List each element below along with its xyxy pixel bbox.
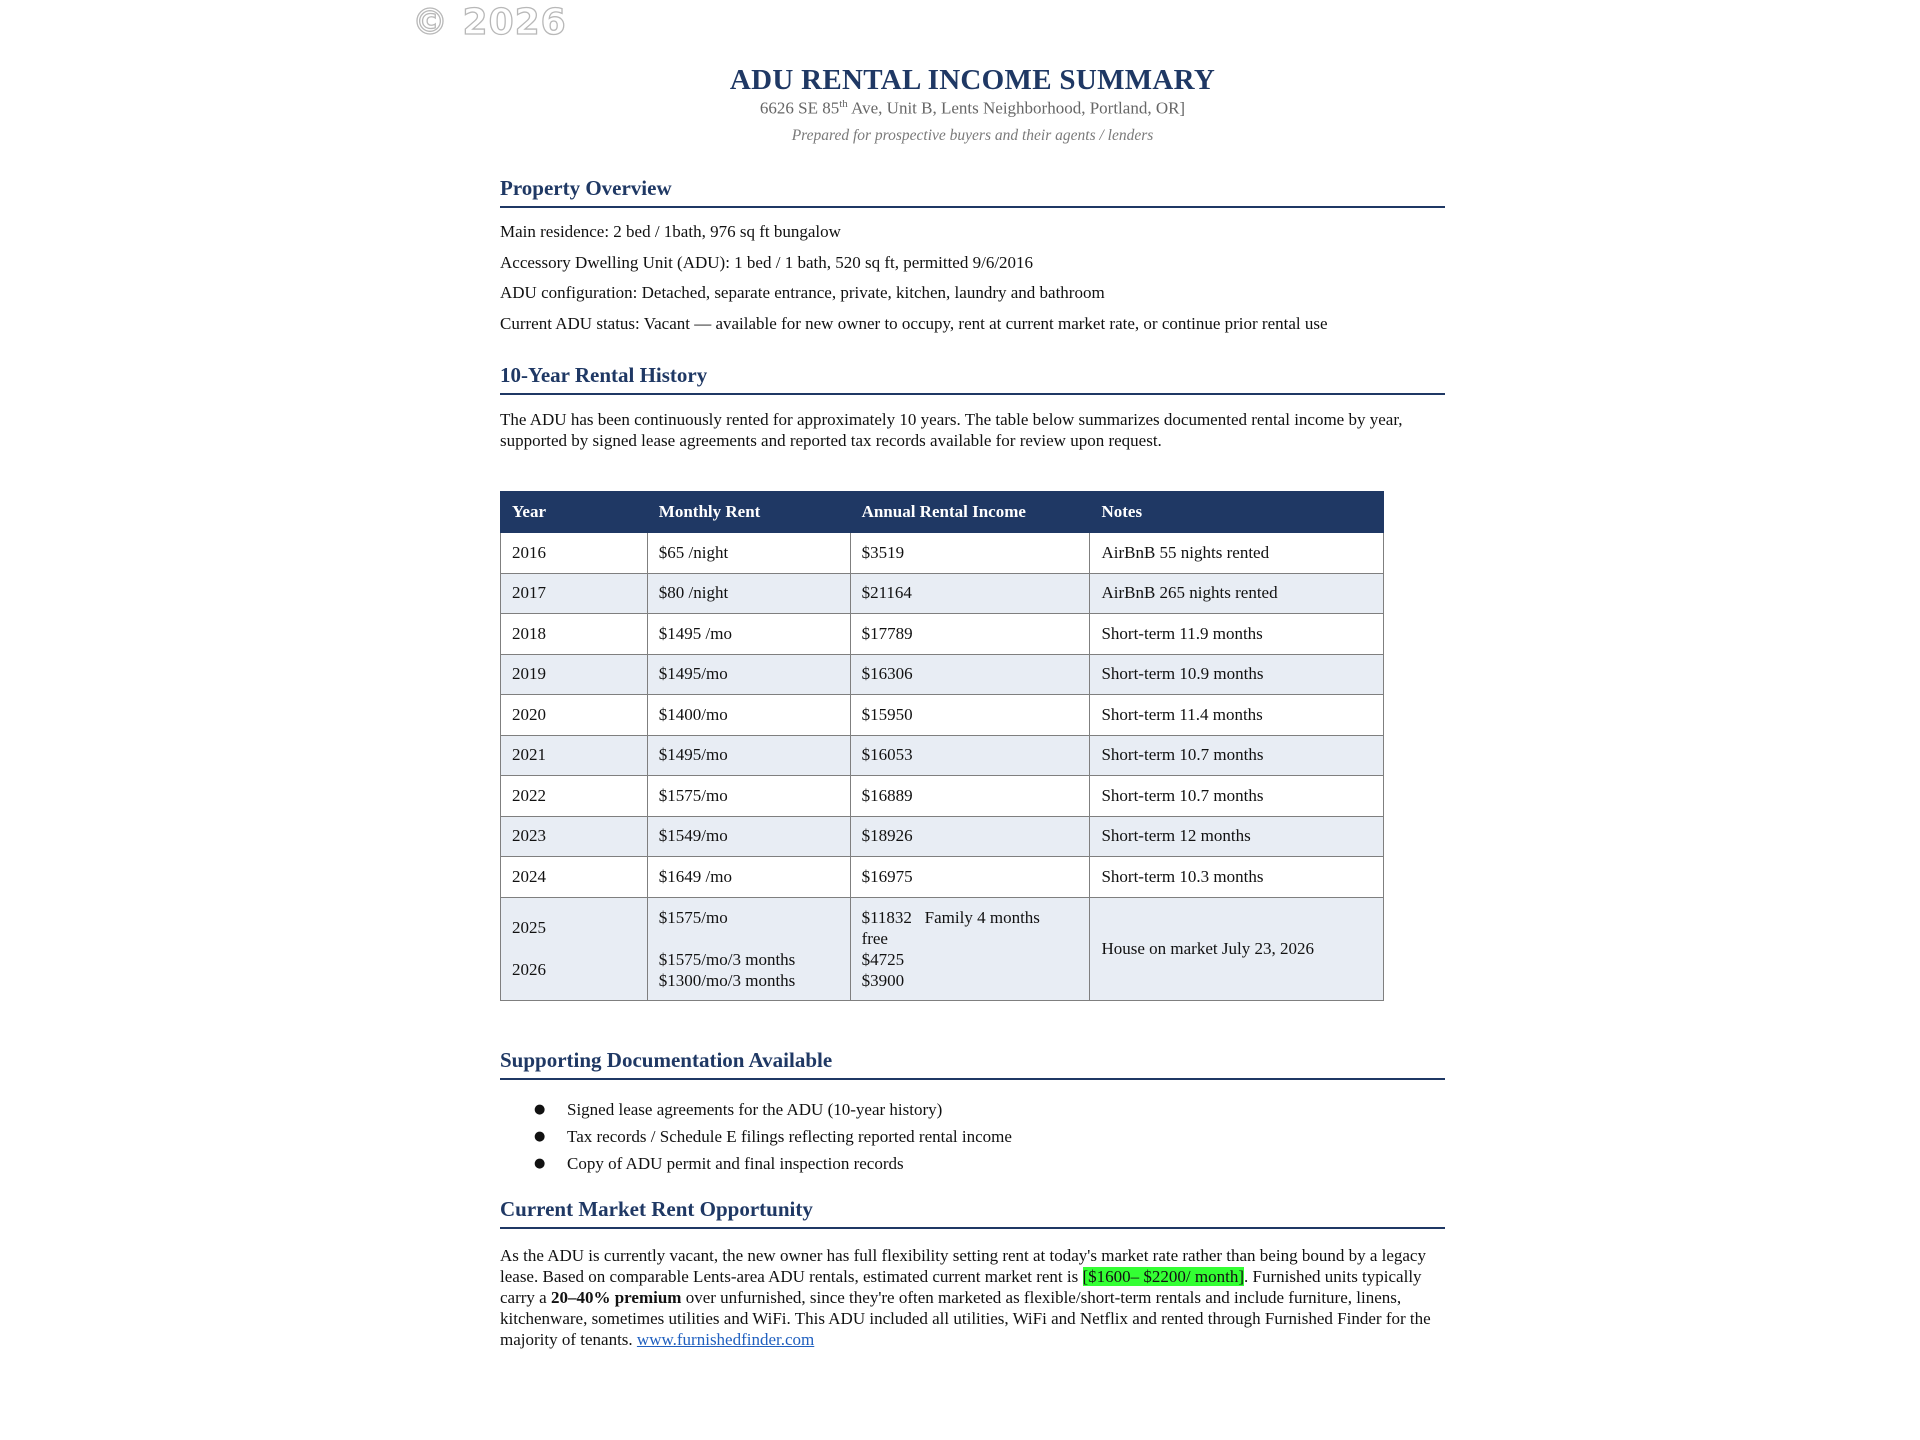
annual-income-cell: $18926 bbox=[850, 816, 1090, 857]
bullet-icon: ● bbox=[534, 1102, 546, 1117]
table-row bbox=[501, 573, 1384, 614]
monthly-rent-cell: $1400/mo bbox=[647, 695, 850, 736]
table-row bbox=[501, 857, 1384, 898]
year-cell: 2021 bbox=[501, 735, 648, 776]
table-row bbox=[501, 776, 1384, 817]
table-row bbox=[501, 735, 1384, 776]
notes-cell: House on market July 23, 2026 bbox=[1090, 897, 1384, 1000]
supporting-docs-heading: Supporting Documentation Available bbox=[500, 1048, 1445, 1080]
table-row bbox=[501, 533, 1384, 574]
market-rent-estimate: [$1600– $2200/ month] bbox=[1082, 1267, 1244, 1286]
rental-history-table bbox=[500, 491, 1384, 1001]
list-item: ● Signed lease agreements for the ADU (10-year history) bbox=[500, 1096, 1012, 1123]
year-2025: 2025 bbox=[512, 918, 546, 937]
year-cell: 2017 bbox=[501, 573, 648, 614]
property-address: 6626 SE 85th Ave, Unit B, Lents Neighborhood, Portland, OR] bbox=[759, 98, 1186, 118]
year-cell: 2016 bbox=[501, 533, 648, 574]
furnished-premium: 20–40% premium bbox=[550, 1288, 682, 1307]
notes-cell: Short-term 10.7 months bbox=[1090, 735, 1384, 776]
monthly-rent-cell: $1575/mo bbox=[647, 776, 850, 817]
annual-income-cell: $16306 bbox=[850, 654, 1090, 695]
bullet-icon: ● bbox=[534, 1129, 546, 1144]
annual-income-cell: $17789 bbox=[850, 614, 1090, 655]
table-row bbox=[501, 614, 1384, 655]
table-row bbox=[501, 654, 1384, 695]
monthly-rent-cell: $65 /night bbox=[647, 533, 850, 574]
market-rent-paragraph: As the ADU is currently vacant, the new owner has full flexibility setting rent at today's market rate rather than being bound by a legacy lease. Based on comparable Lents-area ADU rentals, estimated current market rent is [$1600– $2200/ month]. Furnished units typically carry a 20–40% premium over unfurnished, since they're often marketed as flexible/short-term rentals and include furniture, linens, kitchenware, sometimes utilities and WiFi. This ADU included all utilities, WiFi and Netflix and rented through Furnished Finder for the majority of tenants. www.furnishedfinder.com bbox=[500, 1246, 1431, 1349]
annual-income-cell: $16975 bbox=[850, 857, 1090, 898]
monthly-rent-cell: $1549/mo bbox=[647, 816, 850, 857]
table-row bbox=[501, 897, 1384, 1000]
column-header-notes: Notes bbox=[1090, 492, 1384, 533]
annual-income-cell: $16053 bbox=[850, 735, 1090, 776]
overview-line-adu: Accessory Dwelling Unit (ADU): 1 bed / 1 bath, 520 sq ft, permitted 9/6/2016 bbox=[500, 253, 1034, 272]
column-header-annual-income: Annual Rental Income bbox=[850, 492, 1090, 533]
year-cell: 2019 bbox=[501, 654, 648, 695]
notes-cell: Short-term 12 months bbox=[1090, 816, 1384, 857]
year-cell: 2024 bbox=[501, 857, 648, 898]
copyright-watermark: © 2026 bbox=[412, 2, 567, 43]
monthly-rent-cell: $1575/mo $1575/mo/3 months $1300/mo/3 months bbox=[647, 897, 850, 1000]
monthly-rent-cell: $80 /night bbox=[647, 573, 850, 614]
prepared-for-note: Prepared for prospective buyers and their agents / lenders bbox=[791, 127, 1154, 144]
overview-line-main-residence: Main residence: 2 bed / 1bath, 976 sq ft bungalow bbox=[500, 222, 841, 241]
monthly-rent-cell: $1495/mo bbox=[647, 654, 850, 695]
annual-income-cell: $11832 Family 4 months free $4725 $3900 bbox=[850, 897, 1090, 1000]
notes-cell: Short-term 10.7 months bbox=[1090, 776, 1384, 817]
annual-income-cell: $15950 bbox=[850, 695, 1090, 736]
notes-cell: Short-term 10.3 months bbox=[1090, 857, 1384, 898]
bullet-icon: ● bbox=[534, 1156, 546, 1171]
rental-history-intro: The ADU has been continuously rented for approximately 10 years. The table below summarizes documented rental income by year, supported by signed lease agreements and reported tax records available for review upon request. bbox=[500, 410, 1403, 450]
table-row bbox=[501, 695, 1384, 736]
supporting-docs-list bbox=[500, 1096, 1012, 1177]
market-rent-heading: Current Market Rent Opportunity bbox=[500, 1197, 1445, 1229]
notes-cell: Short-term 11.4 months bbox=[1090, 695, 1384, 736]
notes-cell: Short-term 11.9 months bbox=[1090, 614, 1384, 655]
furnishedfinder-link[interactable]: www.furnishedfinder.com bbox=[636, 1330, 815, 1349]
monthly-rent-cell: $1649 /mo bbox=[647, 857, 850, 898]
year-cell: 2020 bbox=[501, 695, 648, 736]
monthly-rent-cell: $1495 /mo bbox=[647, 614, 850, 655]
year-cell: 2018 bbox=[501, 614, 648, 655]
annual-income-cell: $16889 bbox=[850, 776, 1090, 817]
year-cell: 2022 bbox=[501, 776, 648, 817]
list-item: ● Copy of ADU permit and final inspection records bbox=[500, 1150, 1012, 1177]
overview-line-configuration: ADU configuration: Detached, separate entrance, private, kitchen, laundry and bathroom bbox=[500, 283, 1105, 302]
table-header-row bbox=[501, 492, 1384, 533]
year-2026: 2026 bbox=[512, 960, 546, 979]
column-header-monthly-rent: Monthly Rent bbox=[647, 492, 850, 533]
monthly-rent-cell: $1495/mo bbox=[647, 735, 850, 776]
table-row bbox=[501, 816, 1384, 857]
notes-cell: AirBnB 55 nights rented bbox=[1090, 533, 1384, 574]
overview-line-status: Current ADU status: Vacant — available for new owner to occupy, rent at current market rate, or continue prior rental use bbox=[500, 314, 1328, 333]
notes-cell: Short-term 10.9 months bbox=[1090, 654, 1384, 695]
property-overview-heading: Property Overview bbox=[500, 176, 1445, 208]
rental-history-heading: 10-Year Rental History bbox=[500, 363, 1445, 395]
column-header-year: Year bbox=[501, 492, 648, 533]
list-item: ● Tax records / Schedule E filings reflecting reported rental income bbox=[500, 1123, 1012, 1150]
annual-income-cell: $3519 bbox=[850, 533, 1090, 574]
annual-income-cell: $21164 bbox=[850, 573, 1090, 614]
document-title: ADU RENTAL INCOME SUMMARY bbox=[729, 64, 1216, 96]
year-cell bbox=[501, 897, 648, 1000]
notes-cell: AirBnB 265 nights rented bbox=[1090, 573, 1384, 614]
year-cell: 2023 bbox=[501, 816, 648, 857]
